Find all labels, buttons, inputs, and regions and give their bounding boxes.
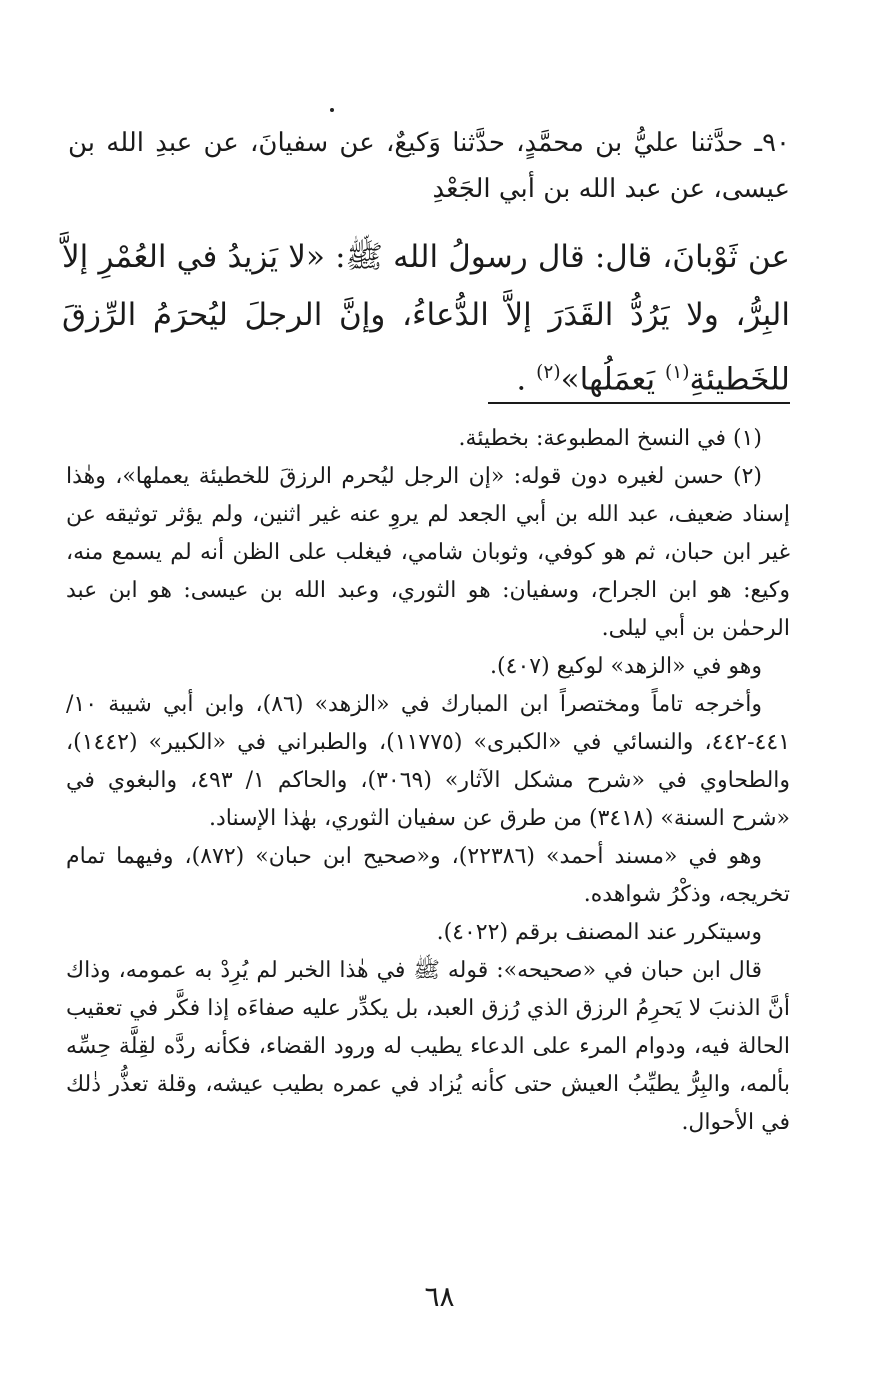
footnotes — [66, 420, 790, 1142]
footnote-ref-2: (٢) — [536, 362, 561, 383]
footnote-2-musnad: وهو في «مسند أحمد» (٢٢٣٨٦)، و«صحيح ابن حبان» (٨٧٢)، وفيهما تمام تخريجه، وذكْرُ شواهده. — [66, 844, 790, 907]
footnote-separator — [488, 402, 790, 404]
ink-dot — [330, 108, 334, 112]
footnote-2: (٢) حسن لغيره دون قوله: «إن الرجل ليُحرم الرزقَ للخطيئة يعملها»، وهٰذا إسناد ضعيف، عبد الله بن أبي الجعد لم يروِ عنه غير اثنين، ولم يؤثر توثيقه عن غير ابن حبان، ثم هو كوفي، وثوبان شامي، فيغلب على الظن أنه لم يسمع منه، وكيع: هو ابن الجراح، وسفيان: هو الثوري، وعبد الله بن عيسى: هو ابن عبد الرحمٰن بن أبي ليلى. — [66, 464, 791, 641]
footnote-2-takhrij: وأخرجه تاماً ومختصراً ابن المبارك في «الزهد» (٨٦)، وابن أبي شيبة ١٠/ ٤٤١-٤٤٢، والنسائي في «الكبرى» (١١٧٧٥)، والطبراني في «الكبير» (١٤٤٢)، والطحاوي في «شرح مشكل الآثار» (٣٠٦٩)، والحاكم ١/ ٤٩٣، والبغوي في «شرح السنة» (٣٤١٨) من طرق عن سفيان الثوري، بهٰذا الإسناد. — [66, 692, 791, 831]
footnote-2-ibn-hibban: قال ابن حبان في «صحيحه»: قوله ﷺ في هٰذا الخبر لم يُرِدْ به عمومه، وذاك أنَّ الذنبَ لا يَحرِمُ الرزق الذي رُزق العبد، بل يكدِّر عليه صفاءَه إذا فكَّر في تعقيب الحالة فيه، ودوام المرء على الدعاء يطيب له ورود القضاء، فكأنه ردَّه لقِلَّة حِسِّه بألمه، والبِرُّ يطيِّبُ العيش حتى كأنه يُزاد في عمره بطيب عيشه، وقلة تعذُّر ذٰلك في الأحوال. — [66, 958, 790, 1135]
hadith-matn-end: يَعمَلُها» — [560, 361, 665, 398]
hadith-matn — [62, 228, 790, 408]
hadith-isnad: ٩٠ـ حدَّثنا عليُّ بن محمَّدٍ، حدَّثنا وَكيعٌ، عن سفيانَ، عن عبدِ الله بن عيسى، عن عبد الله بن أبي الجَعْدِ — [68, 128, 790, 204]
footnote-ref-1: (١) — [664, 362, 690, 383]
hadith-matn-period: . — [516, 361, 527, 398]
hadith-matn-text: عن ثَوْبانَ، قال: قال رسولُ الله ﷺ: «لا يَزيدُ في العُمْرِ إلاَّ البِرُّ، ولا يَرُدُّ القَدَرَ إلاَّ الدُّعاءُ، وإنَّ الرجلَ ليُحرَمُ الرِّزقَ للخَطيئةِ — [62, 239, 790, 398]
footnote-1: (١) في النسخ المطبوعة: بخطيئة. — [458, 426, 762, 451]
footnote-2-source: وهو في «الزهد» لوكيع (٤٠٧). — [490, 654, 762, 679]
page-number: ٦٨ — [424, 1280, 455, 1313]
footnote-2-repeat: وسيتكرر عند المصنف برقم (٤٠٢٢). — [436, 920, 762, 945]
